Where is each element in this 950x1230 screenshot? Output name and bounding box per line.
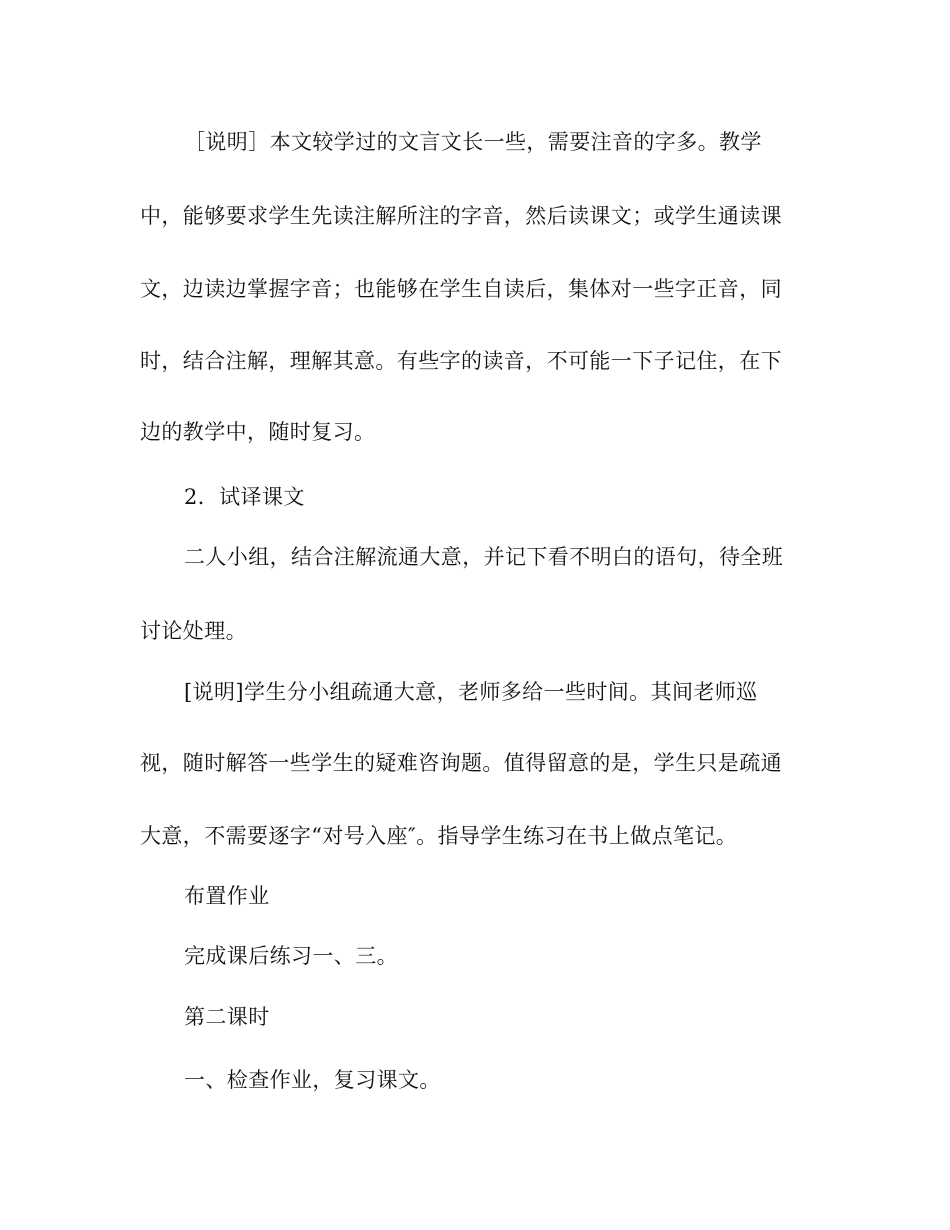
paragraph-line: [说明]学生分小组疏通大意，老师多给一些时间。其间老师巡 <box>184 680 758 704</box>
paragraph-line: 大意，不需要逐字“对号入座″。指导学生练习在书上做点笔记。 <box>140 824 738 848</box>
paragraph-line: 时，结合注解，理解其意。有些字的读音，不可能一下子记住，在下 <box>140 349 782 373</box>
paragraph-line: ［说明］本文较学过的文言文长一些，需要注音的字多。教学 <box>184 130 762 154</box>
paragraph-line: 边的教学中，随时复习。 <box>140 420 376 444</box>
section-heading: 2．试译课文 <box>184 485 305 509</box>
paragraph-line: 一、检查作业，复习课文。 <box>184 1068 441 1092</box>
paragraph-line: 中，能够要求学生先读注解所注的字音，然后读课文；或学生通读课 <box>140 204 782 228</box>
paragraph-line: 二人小组，结合注解流通大意，并记下看不明白的语句，待全班 <box>184 545 784 569</box>
paragraph-line: 文，边读边掌握字音；也能够在学生自读后，集体对一些字正音，同 <box>140 277 782 301</box>
paragraph-line: 讨论处理。 <box>140 619 247 643</box>
paragraph-line: 完成课后练习一、三。 <box>184 944 398 968</box>
paragraph-line: 视，随时解答一些学生的疑难咨询题。值得留意的是，学生只是疏通 <box>140 751 782 775</box>
section-heading: 第二课时 <box>184 1005 270 1029</box>
section-heading: 布置作业 <box>184 884 270 908</box>
